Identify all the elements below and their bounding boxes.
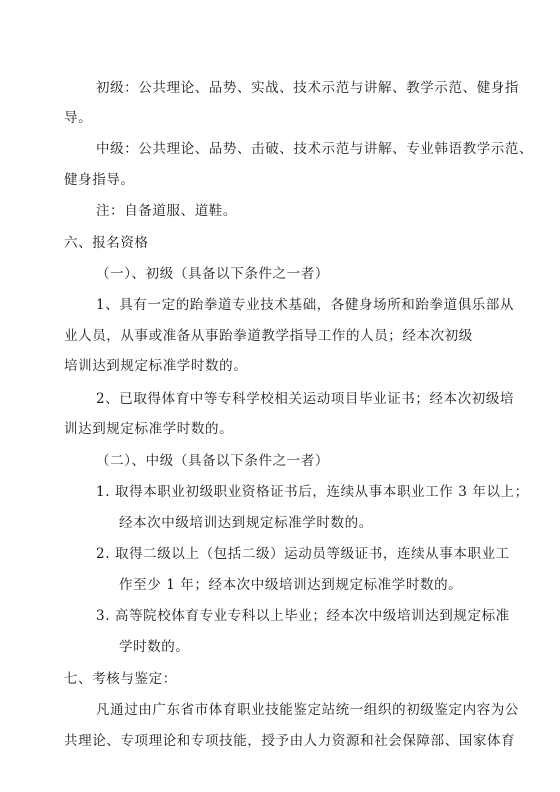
text-line: 健身指导。 (64, 172, 135, 188)
text-line: 训达到规定标准学时数的。 (64, 421, 234, 437)
text-line: 导。 (64, 110, 93, 126)
text-line: 作至少 1 年；经本次中级培训达到规定标准学时数的。 (119, 577, 463, 593)
text-line: 学时数的。 (119, 639, 190, 655)
text-line: 经本次中级培训达到规定标准学时数的。 (119, 515, 373, 531)
text-line: 初级：公共理论、品势、实战、技术示范与讲解、教学示范、健身指 (96, 80, 519, 96)
text-line: 培训达到规定标准学时数的。 (64, 358, 248, 374)
text-line: 2. 取得二级以上（包括二级）运动员等级证书，连续从事本职业工 (96, 546, 510, 562)
text-line: 1、具有一定的跆拳道专业技术基础，各健身场所和跆拳道俱乐部从 (96, 297, 515, 313)
section-heading: 七、考核与鉴定： (64, 671, 177, 687)
text-line: 业人员，从事或准备从事跆拳道教学指导工作的人员；经本次初级 (64, 328, 473, 344)
text-line: 3. 高等院校体育专业专科以上毕业；经本次中级培训达到规定标准 (96, 608, 510, 624)
section-heading: 六、报名资格 (64, 235, 149, 251)
text-line: 共理论、专项理论和专项技能，授予由人力资源和社会保障部、国家体育 (64, 733, 516, 749)
subsection-heading: （一）、初级（具备以下条件之一者） (96, 266, 329, 282)
text-line: 中级：公共理论、品势、击破、技术示范与讲解、专业韩语教学示范、 (96, 141, 534, 157)
subsection-heading: （二）、中级（具备以下条件之一者） (96, 453, 329, 469)
text-line: 1. 取得本职业初级职业资格证书后，连续从事本职业工作 3 年以上； (96, 484, 529, 500)
text-line: 凡通过由广东省市体育职业技能鉴定站统一组织的初级鉴定内容为公 (96, 702, 519, 718)
text-line: 注：自备道服、道鞋。 (96, 203, 237, 219)
text-line: 2、已取得体育中等专科学校相关运动项目毕业证书；经本次初级培 (96, 391, 515, 407)
